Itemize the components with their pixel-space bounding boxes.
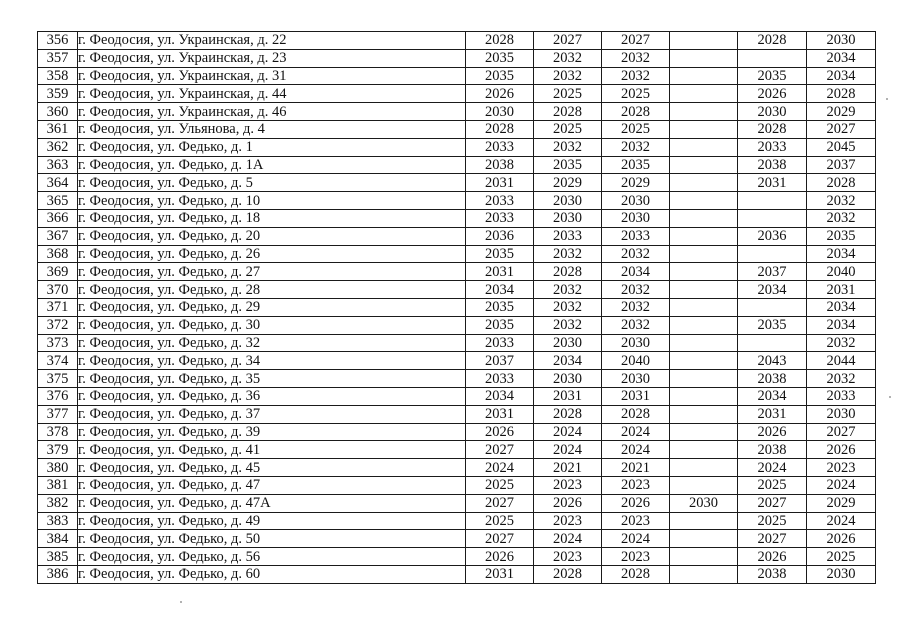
year-cell-2: 2025 xyxy=(534,85,602,103)
row-number-cell: 373 xyxy=(38,334,78,352)
address-cell: г. Феодосия, ул. Федько, д. 34 xyxy=(78,352,466,370)
year-cell-6: 2045 xyxy=(807,138,876,156)
year-cell-1: 2034 xyxy=(466,281,534,299)
table-row xyxy=(38,352,876,370)
year-cell-6: 2040 xyxy=(807,263,876,281)
year-cell-6: 2034 xyxy=(807,67,876,85)
year-cell-3: 2023 xyxy=(602,512,670,530)
year-cell-5: 2028 xyxy=(738,32,807,50)
year-cell-4 xyxy=(670,565,738,583)
year-cell-2: 2024 xyxy=(534,530,602,548)
row-number-cell: 381 xyxy=(38,476,78,494)
scan-speck xyxy=(886,98,888,100)
year-cell-4 xyxy=(670,352,738,370)
row-number-cell: 371 xyxy=(38,298,78,316)
table-row xyxy=(38,32,876,50)
year-cell-6: 2029 xyxy=(807,494,876,512)
year-cell-4 xyxy=(670,370,738,388)
row-number-cell: 385 xyxy=(38,548,78,566)
year-cell-3: 2027 xyxy=(602,32,670,50)
year-cell-6: 2032 xyxy=(807,192,876,210)
year-cell-2: 2030 xyxy=(534,209,602,227)
year-cell-3: 2032 xyxy=(602,49,670,67)
year-cell-4 xyxy=(670,387,738,405)
year-cell-4 xyxy=(670,227,738,245)
table-row xyxy=(38,334,876,352)
year-cell-2: 2032 xyxy=(534,245,602,263)
year-cell-2: 2024 xyxy=(534,423,602,441)
year-cell-3: 2033 xyxy=(602,227,670,245)
table-row xyxy=(38,103,876,121)
table-row xyxy=(38,138,876,156)
year-cell-4 xyxy=(670,156,738,174)
housing-schedule-table xyxy=(37,31,876,584)
year-cell-1: 2036 xyxy=(466,227,534,245)
row-number-cell: 380 xyxy=(38,459,78,477)
year-cell-3: 2030 xyxy=(602,192,670,210)
table-row xyxy=(38,263,876,281)
table-row xyxy=(38,423,876,441)
row-number-cell: 365 xyxy=(38,192,78,210)
table-row xyxy=(38,459,876,477)
year-cell-1: 2033 xyxy=(466,138,534,156)
year-cell-6: 2033 xyxy=(807,387,876,405)
year-cell-4 xyxy=(670,405,738,423)
year-cell-3: 2023 xyxy=(602,548,670,566)
year-cell-5 xyxy=(738,298,807,316)
year-cell-5: 2038 xyxy=(738,441,807,459)
table-row xyxy=(38,120,876,138)
year-cell-4 xyxy=(670,316,738,334)
year-cell-1: 2025 xyxy=(466,512,534,530)
address-cell: г. Феодосия, ул. Федько, д. 47 xyxy=(78,476,466,494)
address-cell: г. Феодосия, ул. Федько, д. 37 xyxy=(78,405,466,423)
year-cell-3: 2025 xyxy=(602,120,670,138)
row-number-cell: 360 xyxy=(38,103,78,121)
year-cell-1: 2031 xyxy=(466,263,534,281)
table-row xyxy=(38,530,876,548)
year-cell-2: 2021 xyxy=(534,459,602,477)
row-number-cell: 358 xyxy=(38,67,78,85)
year-cell-5: 2033 xyxy=(738,138,807,156)
table-row xyxy=(38,245,876,263)
address-cell: г. Феодосия, ул. Украинская, д. 31 xyxy=(78,67,466,85)
year-cell-1: 2034 xyxy=(466,387,534,405)
year-cell-3: 2026 xyxy=(602,494,670,512)
year-cell-5: 2038 xyxy=(738,565,807,583)
row-number-cell: 367 xyxy=(38,227,78,245)
year-cell-1: 2037 xyxy=(466,352,534,370)
year-cell-1: 2031 xyxy=(466,405,534,423)
address-cell: г. Феодосия, ул. Федько, д. 39 xyxy=(78,423,466,441)
year-cell-2: 2030 xyxy=(534,370,602,388)
year-cell-4 xyxy=(670,548,738,566)
address-cell: г. Феодосия, ул. Ульянова, д. 4 xyxy=(78,120,466,138)
address-cell: г. Феодосия, ул. Федько, д. 27 xyxy=(78,263,466,281)
year-cell-2: 2032 xyxy=(534,298,602,316)
year-cell-1: 2026 xyxy=(466,423,534,441)
address-cell: г. Феодосия, ул. Федько, д. 50 xyxy=(78,530,466,548)
year-cell-1: 2035 xyxy=(466,316,534,334)
year-cell-3: 2040 xyxy=(602,352,670,370)
year-cell-5: 2027 xyxy=(738,494,807,512)
year-cell-2: 2028 xyxy=(534,263,602,281)
year-cell-4 xyxy=(670,49,738,67)
table-row xyxy=(38,174,876,192)
year-cell-5: 2030 xyxy=(738,103,807,121)
year-cell-6: 2034 xyxy=(807,298,876,316)
year-cell-3: 2030 xyxy=(602,209,670,227)
row-number-cell: 382 xyxy=(38,494,78,512)
row-number-cell: 363 xyxy=(38,156,78,174)
table-row xyxy=(38,227,876,245)
year-cell-4 xyxy=(670,530,738,548)
year-cell-2: 2034 xyxy=(534,352,602,370)
year-cell-5 xyxy=(738,192,807,210)
row-number-cell: 378 xyxy=(38,423,78,441)
year-cell-3: 2024 xyxy=(602,423,670,441)
row-number-cell: 361 xyxy=(38,120,78,138)
scan-speck xyxy=(889,396,891,398)
year-cell-2: 2031 xyxy=(534,387,602,405)
year-cell-3: 2028 xyxy=(602,103,670,121)
year-cell-2: 2026 xyxy=(534,494,602,512)
year-cell-1: 2035 xyxy=(466,49,534,67)
row-number-cell: 369 xyxy=(38,263,78,281)
address-cell: г. Феодосия, ул. Федько, д. 35 xyxy=(78,370,466,388)
address-cell: г. Феодосия, ул. Федько, д. 5 xyxy=(78,174,466,192)
year-cell-5: 2043 xyxy=(738,352,807,370)
table-row xyxy=(38,156,876,174)
year-cell-4 xyxy=(670,67,738,85)
year-cell-1: 2033 xyxy=(466,209,534,227)
address-cell: г. Феодосия, ул. Федько, д. 49 xyxy=(78,512,466,530)
year-cell-2: 2035 xyxy=(534,156,602,174)
row-number-cell: 386 xyxy=(38,565,78,583)
year-cell-6: 2026 xyxy=(807,530,876,548)
address-cell: г. Феодосия, ул. Федько, д. 36 xyxy=(78,387,466,405)
year-cell-3: 2023 xyxy=(602,476,670,494)
table-row xyxy=(38,405,876,423)
address-cell: г. Феодосия, ул. Украинская, д. 23 xyxy=(78,49,466,67)
year-cell-1: 2033 xyxy=(466,192,534,210)
address-cell: г. Феодосия, ул. Федько, д. 60 xyxy=(78,565,466,583)
year-cell-2: 2032 xyxy=(534,138,602,156)
address-cell: г. Феодосия, ул. Украинская, д. 22 xyxy=(78,32,466,50)
table-row xyxy=(38,49,876,67)
year-cell-4 xyxy=(670,103,738,121)
year-cell-6: 2030 xyxy=(807,32,876,50)
year-cell-2: 2028 xyxy=(534,405,602,423)
year-cell-3: 2031 xyxy=(602,387,670,405)
table-body xyxy=(38,32,876,584)
row-number-cell: 384 xyxy=(38,530,78,548)
year-cell-3: 2025 xyxy=(602,85,670,103)
year-cell-1: 2027 xyxy=(466,441,534,459)
table-row xyxy=(38,494,876,512)
year-cell-1: 2030 xyxy=(466,103,534,121)
year-cell-2: 2032 xyxy=(534,67,602,85)
year-cell-3: 2030 xyxy=(602,334,670,352)
year-cell-2: 2025 xyxy=(534,120,602,138)
year-cell-4 xyxy=(670,459,738,477)
table-row xyxy=(38,565,876,583)
year-cell-6: 2023 xyxy=(807,459,876,477)
year-cell-4 xyxy=(670,174,738,192)
year-cell-5: 2027 xyxy=(738,530,807,548)
year-cell-2: 2028 xyxy=(534,103,602,121)
address-cell: г. Феодосия, ул. Украинская, д. 46 xyxy=(78,103,466,121)
year-cell-5: 2025 xyxy=(738,512,807,530)
year-cell-4 xyxy=(670,120,738,138)
scan-speck xyxy=(180,601,182,603)
year-cell-2: 2024 xyxy=(534,441,602,459)
year-cell-2: 2023 xyxy=(534,512,602,530)
address-cell: г. Феодосия, ул. Федько, д. 56 xyxy=(78,548,466,566)
year-cell-6: 2034 xyxy=(807,316,876,334)
year-cell-4 xyxy=(670,476,738,494)
year-cell-1: 2027 xyxy=(466,494,534,512)
address-cell: г. Феодосия, ул. Федько, д. 29 xyxy=(78,298,466,316)
year-cell-6: 2031 xyxy=(807,281,876,299)
address-cell: г. Феодосия, ул. Федько, д. 10 xyxy=(78,192,466,210)
year-cell-6: 2027 xyxy=(807,423,876,441)
year-cell-5: 2034 xyxy=(738,281,807,299)
year-cell-5 xyxy=(738,209,807,227)
year-cell-4 xyxy=(670,334,738,352)
year-cell-5: 2034 xyxy=(738,387,807,405)
year-cell-3: 2032 xyxy=(602,138,670,156)
year-cell-1: 2024 xyxy=(466,459,534,477)
table-row xyxy=(38,316,876,334)
year-cell-5: 2024 xyxy=(738,459,807,477)
table-row xyxy=(38,67,876,85)
year-cell-3: 2028 xyxy=(602,565,670,583)
table-row xyxy=(38,476,876,494)
year-cell-6: 2032 xyxy=(807,334,876,352)
row-number-cell: 383 xyxy=(38,512,78,530)
year-cell-6: 2028 xyxy=(807,85,876,103)
year-cell-6: 2030 xyxy=(807,405,876,423)
address-cell: г. Феодосия, ул. Федько, д. 1А xyxy=(78,156,466,174)
year-cell-5 xyxy=(738,49,807,67)
table-row xyxy=(38,370,876,388)
year-cell-3: 2029 xyxy=(602,174,670,192)
address-cell: г. Феодосия, ул. Федько, д. 32 xyxy=(78,334,466,352)
year-cell-6: 2024 xyxy=(807,512,876,530)
year-cell-3: 2024 xyxy=(602,530,670,548)
year-cell-1: 2031 xyxy=(466,174,534,192)
row-number-cell: 357 xyxy=(38,49,78,67)
year-cell-1: 2028 xyxy=(466,32,534,50)
year-cell-5: 2035 xyxy=(738,67,807,85)
year-cell-5: 2031 xyxy=(738,174,807,192)
year-cell-2: 2030 xyxy=(534,192,602,210)
year-cell-2: 2032 xyxy=(534,49,602,67)
year-cell-3: 2030 xyxy=(602,370,670,388)
row-number-cell: 359 xyxy=(38,85,78,103)
year-cell-5: 2026 xyxy=(738,423,807,441)
year-cell-1: 2026 xyxy=(466,85,534,103)
year-cell-3: 2032 xyxy=(602,316,670,334)
year-cell-3: 2032 xyxy=(602,67,670,85)
year-cell-6: 2029 xyxy=(807,103,876,121)
year-cell-1: 2025 xyxy=(466,476,534,494)
year-cell-5: 2038 xyxy=(738,156,807,174)
year-cell-4 xyxy=(670,263,738,281)
year-cell-6: 2024 xyxy=(807,476,876,494)
table-row xyxy=(38,441,876,459)
year-cell-6: 2026 xyxy=(807,441,876,459)
year-cell-4 xyxy=(670,512,738,530)
row-number-cell: 362 xyxy=(38,138,78,156)
year-cell-4 xyxy=(670,298,738,316)
year-cell-4 xyxy=(670,441,738,459)
row-number-cell: 370 xyxy=(38,281,78,299)
year-cell-1: 2035 xyxy=(466,298,534,316)
table-row xyxy=(38,512,876,530)
year-cell-2: 2032 xyxy=(534,316,602,334)
year-cell-4 xyxy=(670,281,738,299)
year-cell-4 xyxy=(670,209,738,227)
year-cell-4 xyxy=(670,85,738,103)
year-cell-1: 2031 xyxy=(466,565,534,583)
row-number-cell: 376 xyxy=(38,387,78,405)
year-cell-2: 2023 xyxy=(534,548,602,566)
year-cell-5 xyxy=(738,245,807,263)
year-cell-2: 2029 xyxy=(534,174,602,192)
year-cell-6: 2044 xyxy=(807,352,876,370)
row-number-cell: 364 xyxy=(38,174,78,192)
year-cell-5: 2035 xyxy=(738,316,807,334)
address-cell: г. Феодосия, ул. Федько, д. 18 xyxy=(78,209,466,227)
address-cell: г. Феодосия, ул. Федько, д. 41 xyxy=(78,441,466,459)
year-cell-5: 2038 xyxy=(738,370,807,388)
year-cell-3: 2035 xyxy=(602,156,670,174)
table-row xyxy=(38,281,876,299)
year-cell-5: 2037 xyxy=(738,263,807,281)
table-row xyxy=(38,209,876,227)
year-cell-4 xyxy=(670,192,738,210)
year-cell-6: 2032 xyxy=(807,209,876,227)
year-cell-4 xyxy=(670,138,738,156)
address-cell: г. Феодосия, ул. Украинская, д. 44 xyxy=(78,85,466,103)
year-cell-6: 2028 xyxy=(807,174,876,192)
year-cell-6: 2035 xyxy=(807,227,876,245)
year-cell-5: 2036 xyxy=(738,227,807,245)
row-number-cell: 368 xyxy=(38,245,78,263)
year-cell-4: 2030 xyxy=(670,494,738,512)
year-cell-4 xyxy=(670,245,738,263)
year-cell-6: 2025 xyxy=(807,548,876,566)
year-cell-1: 2028 xyxy=(466,120,534,138)
table-row xyxy=(38,192,876,210)
year-cell-1: 2035 xyxy=(466,67,534,85)
year-cell-6: 2032 xyxy=(807,370,876,388)
address-cell: г. Феодосия, ул. Федько, д. 47А xyxy=(78,494,466,512)
year-cell-5: 2026 xyxy=(738,548,807,566)
year-cell-6: 2034 xyxy=(807,49,876,67)
table-row xyxy=(38,298,876,316)
year-cell-1: 2026 xyxy=(466,548,534,566)
year-cell-4 xyxy=(670,423,738,441)
year-cell-2: 2023 xyxy=(534,476,602,494)
year-cell-3: 2032 xyxy=(602,281,670,299)
address-cell: г. Феодосия, ул. Федько, д. 20 xyxy=(78,227,466,245)
address-cell: г. Феодосия, ул. Федько, д. 1 xyxy=(78,138,466,156)
year-cell-5: 2025 xyxy=(738,476,807,494)
year-cell-3: 2024 xyxy=(602,441,670,459)
row-number-cell: 356 xyxy=(38,32,78,50)
address-cell: г. Феодосия, ул. Федько, д. 28 xyxy=(78,281,466,299)
year-cell-1: 2038 xyxy=(466,156,534,174)
year-cell-1: 2035 xyxy=(466,245,534,263)
year-cell-1: 2027 xyxy=(466,530,534,548)
year-cell-3: 2028 xyxy=(602,405,670,423)
year-cell-1: 2033 xyxy=(466,370,534,388)
year-cell-2: 2033 xyxy=(534,227,602,245)
year-cell-5: 2028 xyxy=(738,120,807,138)
year-cell-2: 2027 xyxy=(534,32,602,50)
year-cell-5: 2031 xyxy=(738,405,807,423)
year-cell-3: 2032 xyxy=(602,245,670,263)
year-cell-1: 2033 xyxy=(466,334,534,352)
year-cell-6: 2030 xyxy=(807,565,876,583)
year-cell-6: 2037 xyxy=(807,156,876,174)
year-cell-2: 2028 xyxy=(534,565,602,583)
year-cell-6: 2027 xyxy=(807,120,876,138)
year-cell-3: 2021 xyxy=(602,459,670,477)
address-cell: г. Феодосия, ул. Федько, д. 26 xyxy=(78,245,466,263)
year-cell-4 xyxy=(670,32,738,50)
year-cell-3: 2032 xyxy=(602,298,670,316)
year-cell-6: 2034 xyxy=(807,245,876,263)
year-cell-2: 2032 xyxy=(534,281,602,299)
row-number-cell: 366 xyxy=(38,209,78,227)
document-page xyxy=(37,31,875,584)
year-cell-2: 2030 xyxy=(534,334,602,352)
row-number-cell: 377 xyxy=(38,405,78,423)
table-row xyxy=(38,85,876,103)
row-number-cell: 372 xyxy=(38,316,78,334)
table-row xyxy=(38,548,876,566)
year-cell-5 xyxy=(738,334,807,352)
row-number-cell: 379 xyxy=(38,441,78,459)
row-number-cell: 374 xyxy=(38,352,78,370)
year-cell-3: 2034 xyxy=(602,263,670,281)
table-row xyxy=(38,387,876,405)
row-number-cell: 375 xyxy=(38,370,78,388)
year-cell-5: 2026 xyxy=(738,85,807,103)
address-cell: г. Феодосия, ул. Федько, д. 45 xyxy=(78,459,466,477)
address-cell: г. Феодосия, ул. Федько, д. 30 xyxy=(78,316,466,334)
